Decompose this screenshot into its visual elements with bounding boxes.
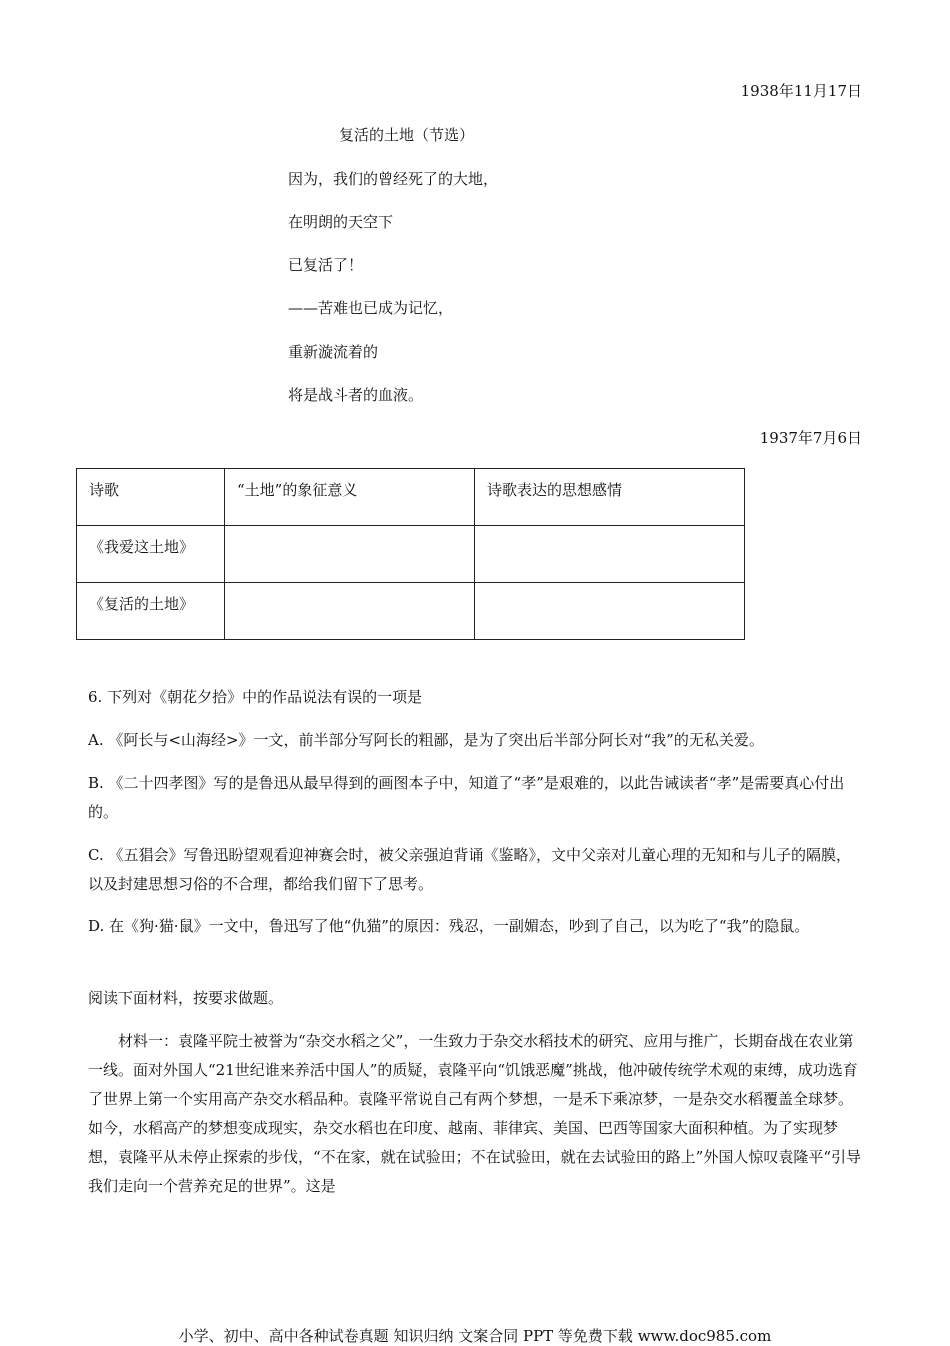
poem-title: 复活的土地（节选）	[339, 126, 475, 144]
table-header-row	[77, 469, 745, 526]
header-date: 1938年11月17日	[740, 82, 862, 100]
material-one: 材料一：袁隆平院士被誉为“杂交水稻之父”，一生致力于杂交水稻技术的研究、应用与推广，长期奋战在农业第一线。面对外国人“21世纪谁来养活中国人”的质疑，袁隆平向“饥饿恶魔”挑战，他冲破传统学术观的束缚，成功选育了世界上第一个实用高产杂交水稻品种。袁隆平常说自己有两个梦想，一是禾下乘凉梦，一是杂交水稻覆盖全球梦。如今，水稻高产的梦想变成现实，杂交水稻也在印度、越南、菲律宾、美国、巴西等国家大面积种植。为了实现梦想，袁隆平从未停止探索的步伐，“不在家，就在试验田；不在试验田，就在去试验田的路上”外国人惊叹袁隆平“引导我们走向一个营养充足的世界”。这是	[88, 1032, 862, 1195]
poem-line: 已复活了！	[288, 256, 364, 274]
poem-date: 1937年7月6日	[759, 429, 862, 447]
table-header-cell: “土地”的象征意义	[225, 469, 475, 526]
option-b: B. 《二十四孝图》写的是鲁迅从最早得到的画图本子中，知道了“孝”是艰难的，以此告诫读者“孝”是需要真心付出的。	[88, 774, 845, 821]
poem-comparison-table	[76, 468, 745, 640]
table-cell: 《复活的土地》	[77, 583, 225, 640]
poem-line: ——苦难也已成为记忆，	[288, 299, 454, 317]
reading-instruction: 阅读下面材料，按要求做题。	[88, 989, 284, 1007]
table-row	[77, 526, 745, 583]
poem-line: 重新漩流着的	[288, 343, 379, 361]
option-c: C. 《五猖会》写鲁迅盼望观看迎神赛会时，被父亲强迫背诵《鉴略》，文中父亲对儿童心理的无知和与儿子的隔膜，以及封建思想习俗的不合理，都给我们留下了思考。	[88, 846, 851, 893]
table-cell: 《我爱这土地》	[77, 526, 225, 583]
table-cell	[475, 526, 745, 583]
table-row	[77, 583, 745, 640]
question-stem: 6. 下列对《朝花夕拾》中的作品说法有误的一项是	[88, 688, 423, 706]
option-d: D. 在《狗·猫·鼠》一文中，鲁迅写了他“仇猫”的原因：残忍，一副媚态，吵到了自己，以为吃了“我”的隐鼠。	[88, 917, 810, 935]
table-cell	[225, 526, 475, 583]
table-header-cell: 诗歌表达的思想感情	[475, 469, 745, 526]
poem-line: 在明朗的天空下	[288, 213, 394, 231]
poem-line: 将是战斗者的血液。	[288, 386, 424, 404]
poem-line: 因为，我们的曾经死了的大地，	[288, 170, 499, 188]
table-header-cell: 诗歌	[77, 469, 225, 526]
option-a: A. 《阿长与<山海经>》一文，前半部分写阿长的粗鄙，是为了突出后半部分阿长对“我”的无私关爱。	[88, 731, 764, 749]
table-cell	[475, 583, 745, 640]
page-footer: 小学、初中、高中各种试卷真题 知识归纳 文案合同 PPT 等免费下载 www.doc985.com	[178, 1327, 772, 1345]
table-cell	[225, 583, 475, 640]
